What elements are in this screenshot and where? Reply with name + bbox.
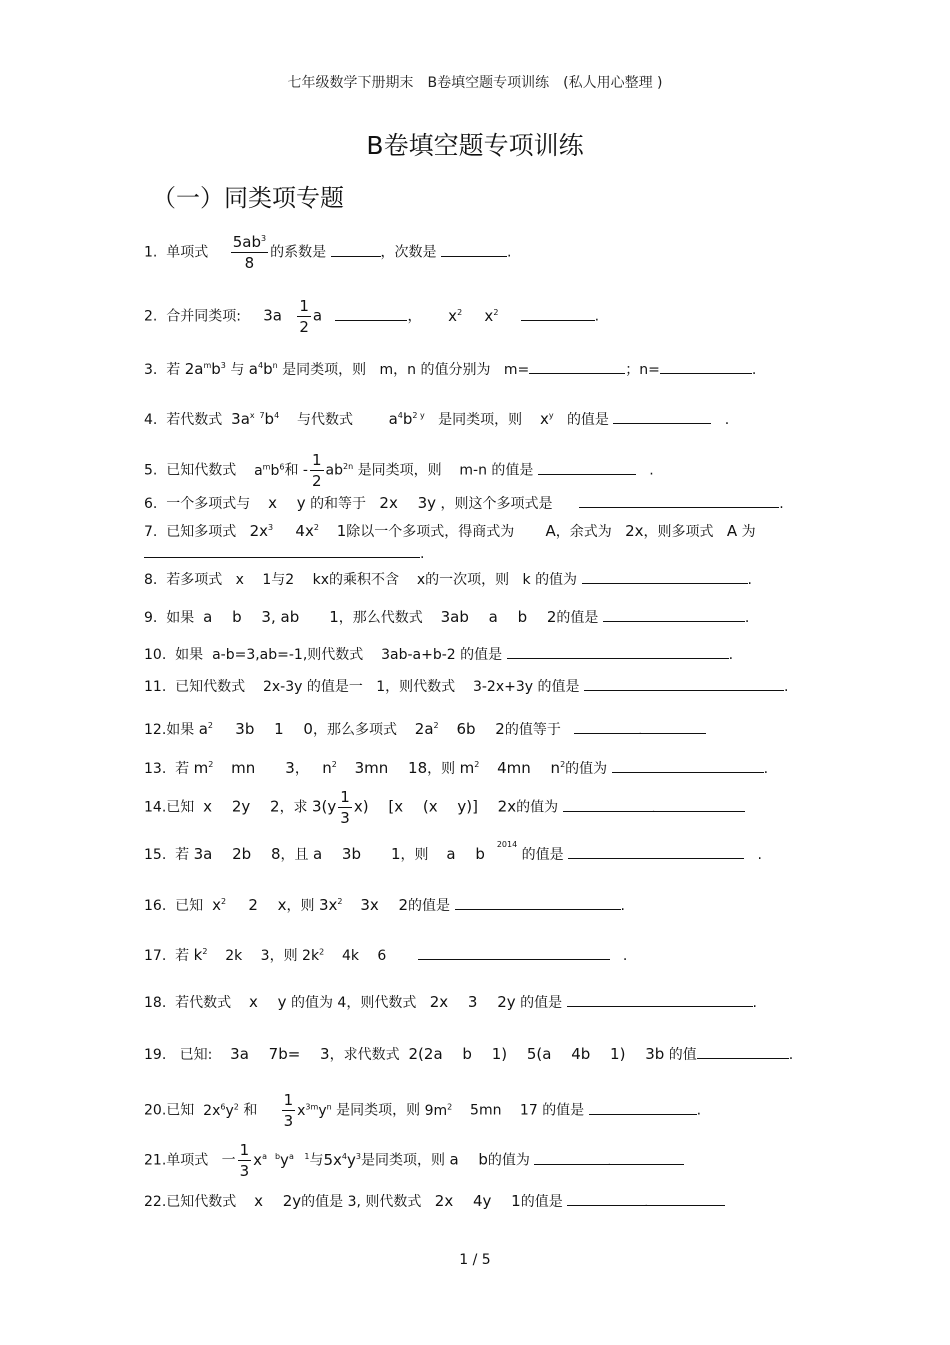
question-6: 6. 一个多项式与 x y 的和等于 2x 3y ，则这个多项式是 .	[144, 494, 784, 512]
question-11: 11. 已知代数式 2x-3y 的值是一 1，则代数式 3-2x+3y 的值是 .	[144, 679, 789, 695]
answer-blank[interactable]	[331, 244, 381, 257]
page-title: B卷填空题专项训练	[366, 131, 584, 160]
question-12: 12.如果 $a^2$ 3b 1 0，那么多项式 $2a^2$ 6b 2的值等于 .	[144, 720, 706, 739]
answer-blank[interactable]	[589, 1102, 697, 1115]
question-22: 22.已知代数式 x 2y的值是 3, 则代数式 2x 4y 1的值是 .	[144, 1192, 725, 1211]
question-20: 20.已知 $2x^6y^2$ 和 $\frac{1}{3}$ $x^{3m}y^n$ 是同类项，则 $9m^2$ 5mn 17 的值是 .	[144, 1091, 702, 1130]
answer-blank[interactable]	[612, 760, 764, 773]
answer-blank[interactable]	[568, 846, 744, 859]
answer-blank[interactable]: .	[574, 721, 706, 734]
question-2: 2. 合并同类项: 3a $\frac{1}{2}$ a ， $x^2$ $x^2$ .	[144, 297, 600, 336]
answer-blank[interactable]	[418, 947, 610, 960]
answer-blank[interactable]	[144, 545, 420, 558]
question-14: 14.已知 x 2y 2，求 3(y $\frac{1}{3}$ x) [x (x y)] 2x的值为 .	[144, 787, 745, 828]
answer-blank[interactable]	[584, 678, 784, 691]
answer-blank[interactable]	[697, 1046, 789, 1059]
question-7: 7. 已知多项式 $2x^3$ $4x^2$ 1除以一个多项式，得商式为 A，余式为 2x，则多项式 A 为	[144, 522, 756, 540]
question-17: 17. 若 $k^2$ 2k 3，则 $2k^2$ 4k 6 .	[144, 946, 628, 964]
answer-blank[interactable]	[441, 244, 507, 257]
page-number: 1 / 5	[459, 1252, 491, 1268]
answer-blank[interactable]	[521, 308, 595, 321]
question-8: 8. 若多项式 x 1与2 kx的乘积不含 x的一次项，则 k 的值为 .	[144, 572, 752, 588]
answer-blank[interactable]	[603, 609, 745, 622]
question-21: 21.单项式 一 $\frac{1}{3}$ $x^{a b}y^{a 1}$与$5x^4y^3$是同类项，则 a b的值为 .	[144, 1140, 684, 1181]
question-1: 1. 单项式 $\frac{5ab^3}{8}$ 的系数是 ，次数是 .	[144, 233, 512, 272]
answer-blank[interactable]	[567, 994, 753, 1007]
page-header: 七年级数学下册期末 B卷填空题专项训练 (私人用心整理 )	[287, 75, 663, 91]
section-title: （一）同类项专题	[152, 184, 344, 212]
question-4: 4. 若代数式 $3a^x$ $^7b^4$ 与代数式 $a^4b^{2 y}$ 是同类项，则 $x^y$ 的值是 .	[144, 410, 730, 428]
answer-blank[interactable]: .	[534, 1152, 684, 1165]
answer-blank[interactable]	[582, 571, 748, 584]
answer-blank-m[interactable]	[529, 361, 625, 374]
answer-blank[interactable]	[613, 411, 711, 424]
question-3: 3. 若 $2a^mb^3$ 与 $a^4b^n$ 是同类项，则 m，n 的值分别为 m= ；n= .	[144, 360, 757, 378]
question-19: 19. 已知: 3a 7b= 3，求代数式 2(2a b 1) 5(a 4b 1) 3b 的值 .	[144, 1045, 794, 1063]
answer-blank-n[interactable]	[660, 361, 752, 374]
question-15: 15. 若 3a 2b 8，且 a 3b 1，则 a $b^{2014}$ 的值是 .	[144, 840, 762, 863]
question-7-answer: .	[144, 545, 424, 563]
answer-blank[interactable]	[455, 897, 621, 910]
question-10: 10. 如果 a-b=3,ab=-1,则代数式 3ab-a+b-2 的值是 .	[144, 647, 734, 663]
question-16: 16. 已知 $x^2$ 2 x，则 $3x^2$ 3x 2的值是 .	[144, 896, 625, 914]
answer-blank[interactable]	[335, 308, 407, 321]
answer-blank[interactable]	[538, 462, 636, 475]
answer-blank[interactable]	[579, 495, 779, 508]
question-13: 13. 若 $m^2$ mn 3， $n^2$ 3mn 18，则 $m^2$ 4mn $n^2$的值为 .	[144, 759, 769, 777]
question-5: 5. 已知代数式 $a^mb^6$和 - $\frac{1}{2}$ $ab^{2n}$ 是同类项，则 m-n 的值是 .	[144, 451, 654, 490]
answer-blank[interactable]	[507, 646, 729, 659]
question-9: 9. 如果 a b 3, ab 1，那么代数式 3ab a b 2的值是 .	[144, 608, 750, 626]
answer-blank[interactable]: .	[567, 1193, 725, 1206]
question-18: 18. 若代数式 x y 的值为 4，则代数式 2x 3 2y 的值是 .	[144, 993, 757, 1011]
answer-blank[interactable]: .	[563, 799, 745, 812]
